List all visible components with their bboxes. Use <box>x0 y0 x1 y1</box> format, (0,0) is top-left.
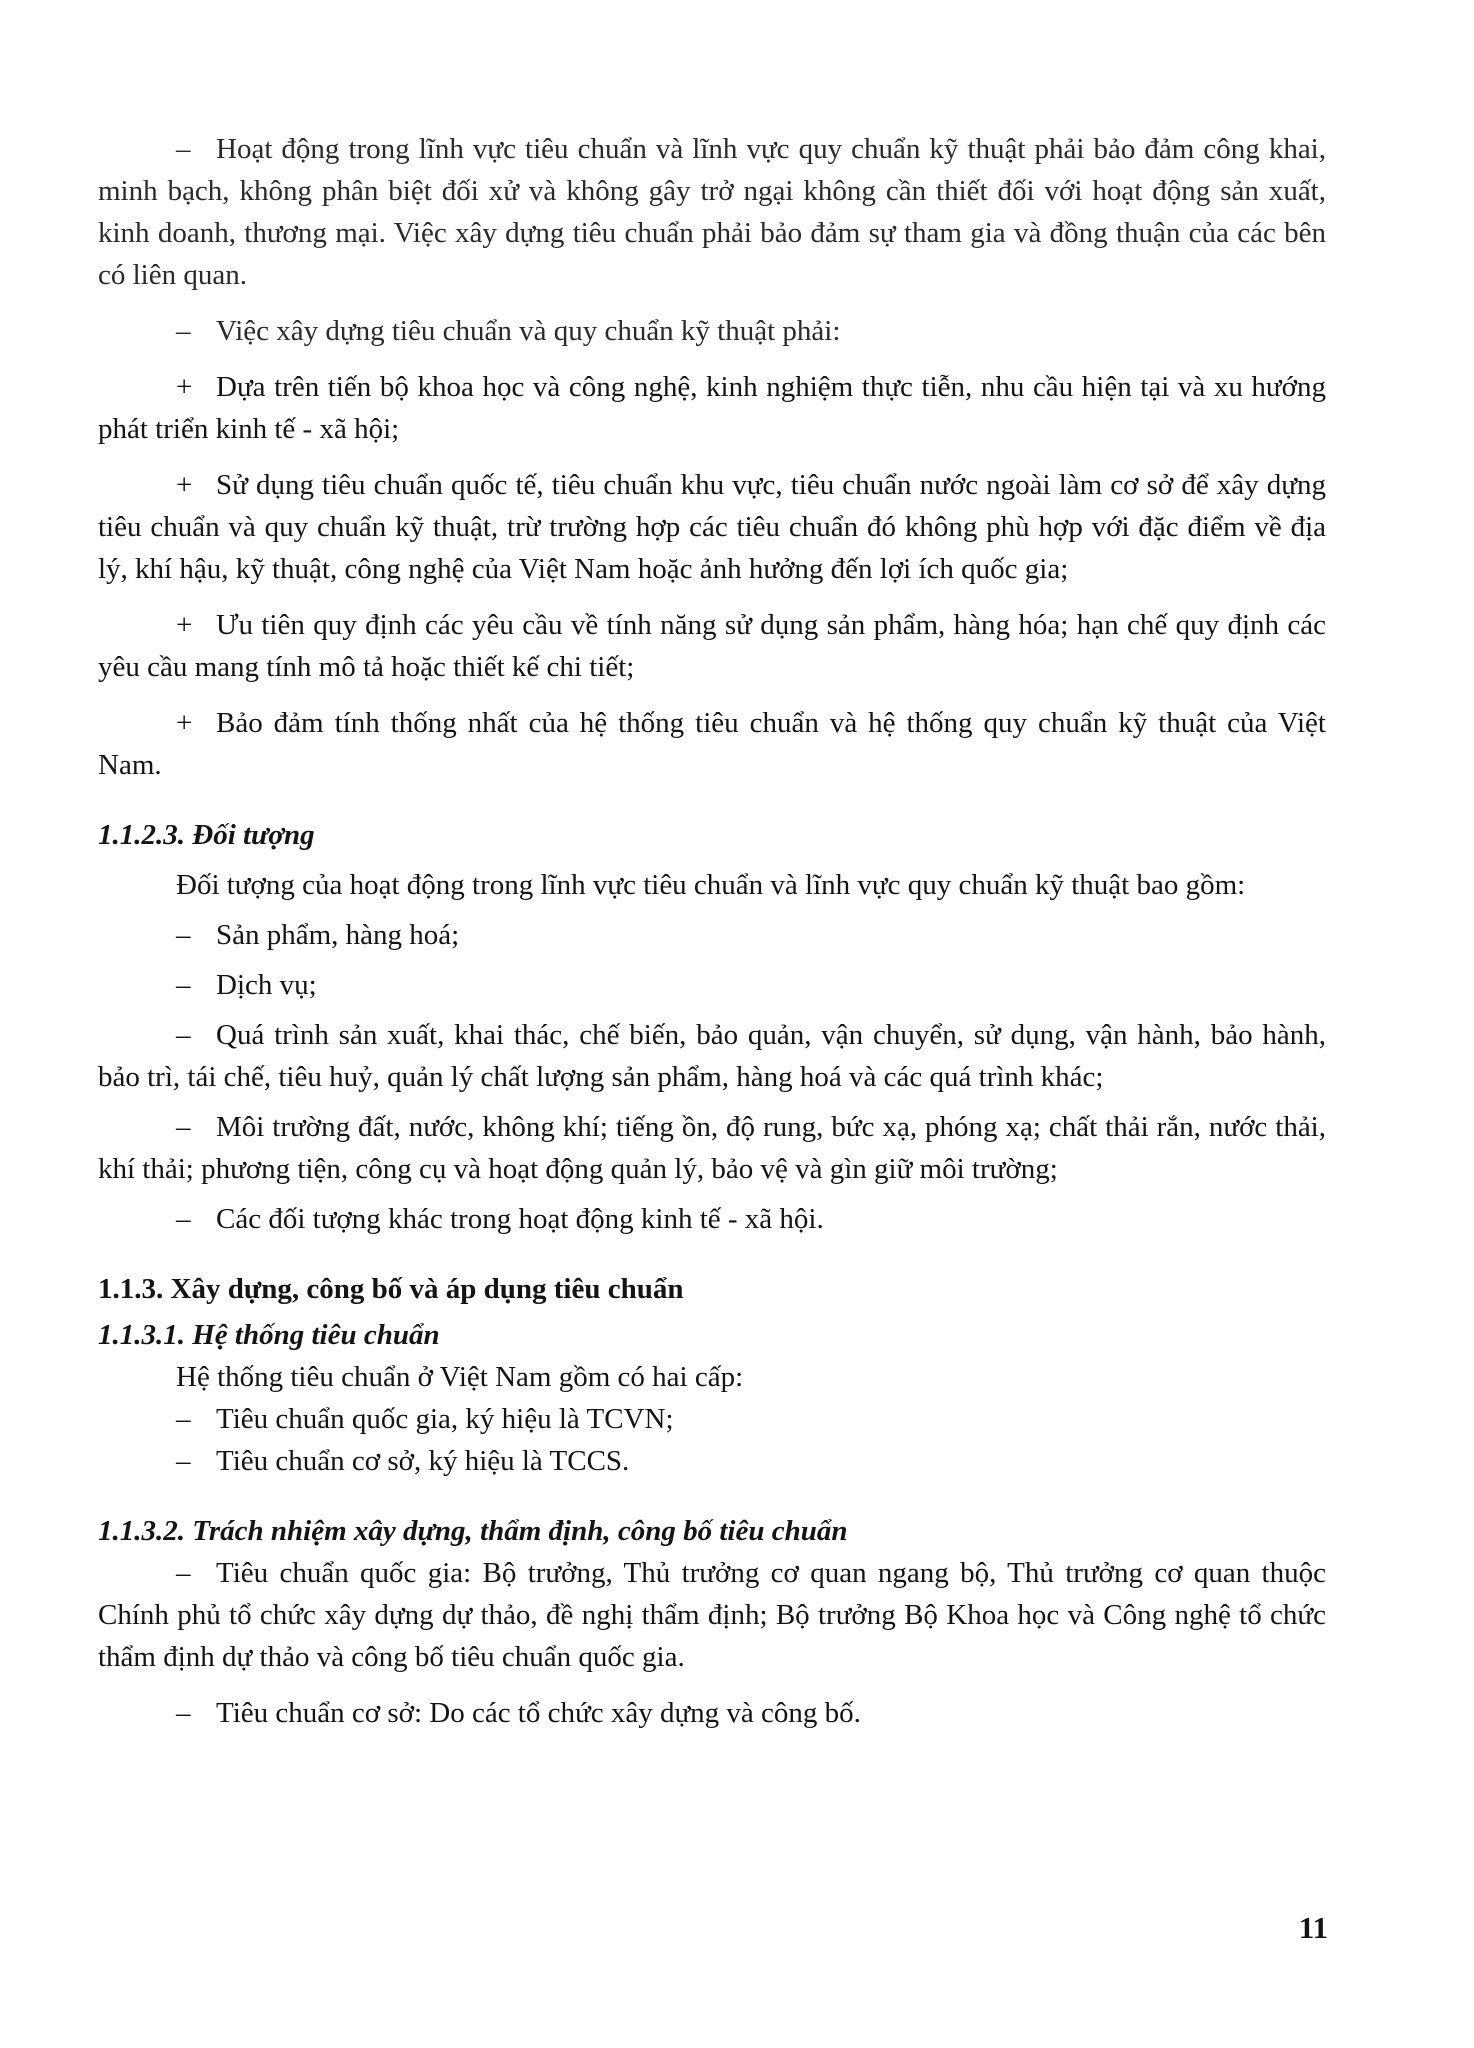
dash-marker: – <box>176 1445 191 1477</box>
list-item-products: – Sản phẩm, hàng hoá; <box>98 914 1326 956</box>
plus-marker: + <box>176 609 193 641</box>
page-number: 11 <box>1298 1910 1328 1945</box>
plus-marker: + <box>176 371 193 403</box>
bullet-consistency: + Bảo đảm tính thống nhất của hệ thống tiêu chuẩn và hệ thống quy chuẩn kỹ thuật của Việt Nam. <box>98 702 1326 786</box>
heading-1-1-2-3: 1.1.2.3. Đối tượng <box>98 819 315 851</box>
list-item-others: – Các đối tượng khác trong hoạt động kinh tế - xã hội. <box>98 1198 1326 1240</box>
paragraph-two-levels: Hệ thống tiêu chuẩn ở Việt Nam gồm có hai cấp: <box>176 1361 744 1393</box>
dash-marker: – <box>176 919 191 951</box>
dash-marker: – <box>176 315 191 347</box>
dash-marker: – <box>176 1111 191 1143</box>
dash-marker: – <box>176 1403 191 1435</box>
list-item-tccs: – Tiêu chuẩn cơ sở, ký hiệu là TCCS. <box>98 1440 1326 1482</box>
plus-marker: + <box>176 469 193 501</box>
dash-marker: – <box>176 1019 191 1051</box>
bullet-international-standards: + Sử dụng tiêu chuẩn quốc tế, tiêu chuẩn khu vực, tiêu chuẩn nước ngoài làm cơ sở để xây dựng tiêu chuẩn và quy chuẩn kỹ thuật, trừ trường hợp các tiêu chuẩn đó không phù hợp với đặc điểm về địa lý, khí hậu, kỹ thuật, công nghệ của Việt Nam hoặc ảnh hưởng đến lợi ích quốc gia; <box>98 464 1326 590</box>
heading-1-1-3-1: 1.1.3.1. Hệ thống tiêu chuẩn <box>98 1319 440 1351</box>
dash-marker: – <box>176 969 191 1001</box>
paragraph-transparency: – Hoạt động trong lĩnh vực tiêu chuẩn và lĩnh vực quy chuẩn kỹ thuật phải bảo đảm công khai, minh bạch, không phân biệt đối xử và không gây trở ngại không cần thiết đối với hoạt động sản xuất, kinh doanh, thương mại. Việc xây dựng tiêu chuẩn phải bảo đảm sự tham gia và đồng thuận của các bên có liên quan. <box>98 128 1326 296</box>
list-item-environment: – Môi trường đất, nước, không khí; tiếng ồn, độ rung, bức xạ, phóng xạ; chất thải rắn, nước thải, khí thải; phương tiện, công cụ và hoạt động quản lý, bảo vệ và gìn giữ môi trường; <box>98 1106 1326 1190</box>
dash-marker: – <box>176 1557 191 1589</box>
bullet-priority-features: + Ưu tiên quy định các yêu cầu về tính năng sử dụng sản phẩm, hàng hóa; hạn chế quy định các yêu cầu mang tính mô tả hoặc thiết kế chi tiết; <box>98 604 1326 688</box>
dash-marker: – <box>176 1697 191 1729</box>
bullet-science-basis: + Dựa trên tiến bộ khoa học và công nghệ, kinh nghiệm thực tiễn, nhu cầu hiện tại và xu hướng phát triển kinh tế - xã hội; <box>98 366 1326 450</box>
paragraph-base-standard: – Tiêu chuẩn cơ sở: Do các tổ chức xây dựng và công bố. <box>98 1692 1326 1734</box>
heading-1-1-3-2: 1.1.3.2. Trách nhiệm xây dựng, thẩm định, công bố tiêu chuẩn <box>98 1515 848 1547</box>
paragraph-requirements-intro: – Việc xây dựng tiêu chuẩn và quy chuẩn kỹ thuật phải: <box>98 310 1326 352</box>
dash-marker: – <box>176 133 191 165</box>
paragraph-national-standard: – Tiêu chuẩn quốc gia: Bộ trưởng, Thủ trưởng cơ quan ngang bộ, Thủ trưởng cơ quan thuộc Chính phủ tổ chức xây dựng dự thảo, đề nghị thẩm định; Bộ trưởng Bộ Khoa học và Công nghệ tổ chức thẩm định dự thảo và công bố tiêu chuẩn quốc gia. <box>98 1552 1326 1678</box>
heading-1-1-3: 1.1.3. Xây dựng, công bố và áp dụng tiêu chuẩn <box>98 1273 684 1305</box>
dash-marker: – <box>176 1203 191 1235</box>
list-item-processes: – Quá trình sản xuất, khai thác, chế biến, bảo quản, vận chuyển, sử dụng, vận hành, bảo hành, bảo trì, tái chế, tiêu huỷ, quản lý chất lượng sản phẩm, hàng hoá và các quá trình khác; <box>98 1014 1326 1098</box>
list-item-services: – Dịch vụ; <box>98 964 1326 1006</box>
paragraph-objects-intro: Đối tượng của hoạt động trong lĩnh vực tiêu chuẩn và lĩnh vực quy chuẩn kỹ thuật bao gồm: <box>176 869 1246 901</box>
list-item-tcvn: – Tiêu chuẩn quốc gia, ký hiệu là TCVN; <box>98 1398 1326 1440</box>
plus-marker: + <box>176 707 193 739</box>
